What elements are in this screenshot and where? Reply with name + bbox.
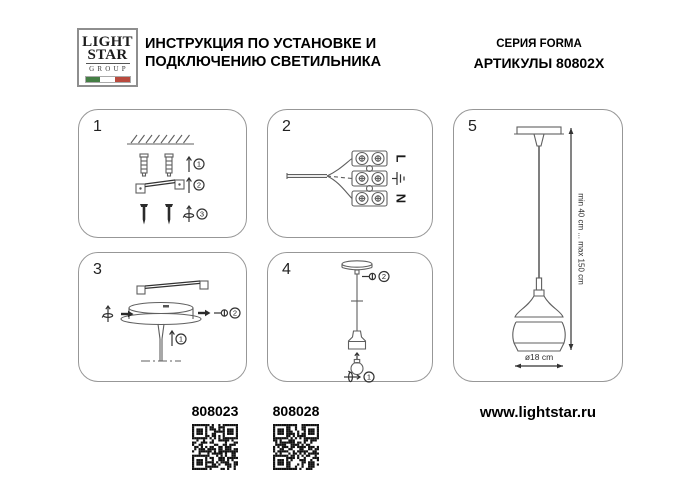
marker-1 [176, 334, 186, 344]
arrow-up-icon [187, 178, 192, 193]
svg-text:1: 1 [178, 334, 184, 344]
step-2-drawing [268, 110, 434, 239]
diameter-label: ø18 cm [524, 352, 554, 362]
arrow-right-icon [198, 310, 211, 316]
article-label: АРТИКУЛЫ 80802X [473, 55, 605, 71]
mounting-bracket-icon [136, 180, 184, 193]
ceiling-canopy-icon [342, 261, 372, 274]
article-number-2: 808028 [272, 403, 320, 419]
panel-step-2 [267, 109, 433, 238]
step-number-4: 4 [282, 261, 291, 278]
panel-step-3 [78, 252, 247, 382]
svg-text:2: 2 [381, 272, 387, 282]
marker-2 [230, 308, 240, 318]
ceiling-canopy-icon [514, 127, 564, 146]
terminal-row-n [352, 191, 387, 206]
logo-text-light: LIGHT [82, 34, 133, 50]
diameter-dimension-arrow [515, 364, 563, 369]
step-number-2: 2 [282, 118, 291, 135]
marker-2 [379, 272, 389, 282]
marker-3 [197, 209, 207, 219]
mounting-bracket-icon [137, 281, 208, 294]
dowel-icon [165, 154, 173, 176]
qr-code [273, 424, 319, 470]
turn-screw-icon [183, 206, 193, 222]
logo-text-group: GROUP [86, 63, 130, 73]
ceiling-canopy-icon [121, 303, 201, 325]
italian-flag-stripe [85, 76, 131, 83]
flag-white [100, 77, 115, 82]
screw-side-icon [362, 273, 376, 279]
bulb-icon [351, 360, 363, 375]
height-range-label: min 40 cm ... max 150 cm [576, 193, 586, 285]
cord-icon [158, 324, 164, 361]
turn-screw-icon [102, 306, 112, 322]
logo-text-star: STAR [87, 46, 128, 63]
marker-1 [194, 159, 204, 169]
cord-connector [536, 278, 541, 290]
terminal-label-n: N [393, 193, 409, 204]
svg-text:3: 3 [199, 209, 205, 219]
flag-red [115, 77, 130, 82]
ground-icon [392, 172, 404, 185]
terminal-row-ground [352, 171, 387, 186]
document-title [145, 36, 385, 71]
terminal-block [352, 151, 387, 206]
step-number-1: 1 [93, 118, 102, 135]
panel-step-4 [267, 252, 433, 382]
article-number-1: 808023 [191, 403, 239, 419]
step-3-drawing [79, 253, 248, 383]
screw-side-icon [214, 310, 228, 316]
height-dimension-arrow [569, 128, 574, 350]
title-line-2: ПОДКЛЮЧЕНИЮ СВЕТИЛЬНИКА [145, 53, 382, 70]
panel-dimensions [453, 109, 623, 382]
arrow-up-icon [170, 331, 175, 346]
ceiling-hatch-icon [127, 135, 194, 144]
lightstar-logo [77, 28, 138, 87]
lamp-shade-drawing [513, 290, 566, 351]
pendant-lamp-drawing [454, 110, 624, 383]
step-1-drawing [79, 110, 248, 239]
panel-step-1 [78, 109, 247, 238]
flag-green [86, 77, 101, 82]
svg-text:1: 1 [366, 372, 372, 382]
marker-2 [194, 180, 204, 190]
step-number-5: 5 [468, 118, 477, 135]
website-url: www.lightstar.ru [479, 404, 597, 421]
svg-text:1: 1 [196, 159, 202, 169]
title-line-1: ИНСТРУКЦИЯ ПО УСТАНОВКЕ И [145, 36, 377, 52]
terminal-label-l: L [393, 154, 409, 163]
screw-icon [140, 204, 148, 225]
step-4-drawing [268, 253, 434, 383]
qr-code [192, 424, 238, 470]
svg-text:2: 2 [196, 180, 202, 190]
svg-text:2: 2 [232, 308, 238, 318]
series-label: СЕРИЯ FORMA [496, 38, 582, 50]
terminal-row-l [352, 151, 387, 166]
series-info [449, 38, 629, 71]
cable-icon [287, 159, 352, 199]
arrow-up-icon [355, 353, 359, 359]
lamp-socket-icon [349, 331, 366, 349]
step-number-3: 3 [93, 261, 102, 278]
marker-1 [364, 372, 374, 382]
dowel-icon [140, 154, 148, 176]
arrow-up-icon [187, 157, 192, 172]
turn-screw-icon [344, 371, 360, 381]
screw-icon [165, 204, 173, 225]
